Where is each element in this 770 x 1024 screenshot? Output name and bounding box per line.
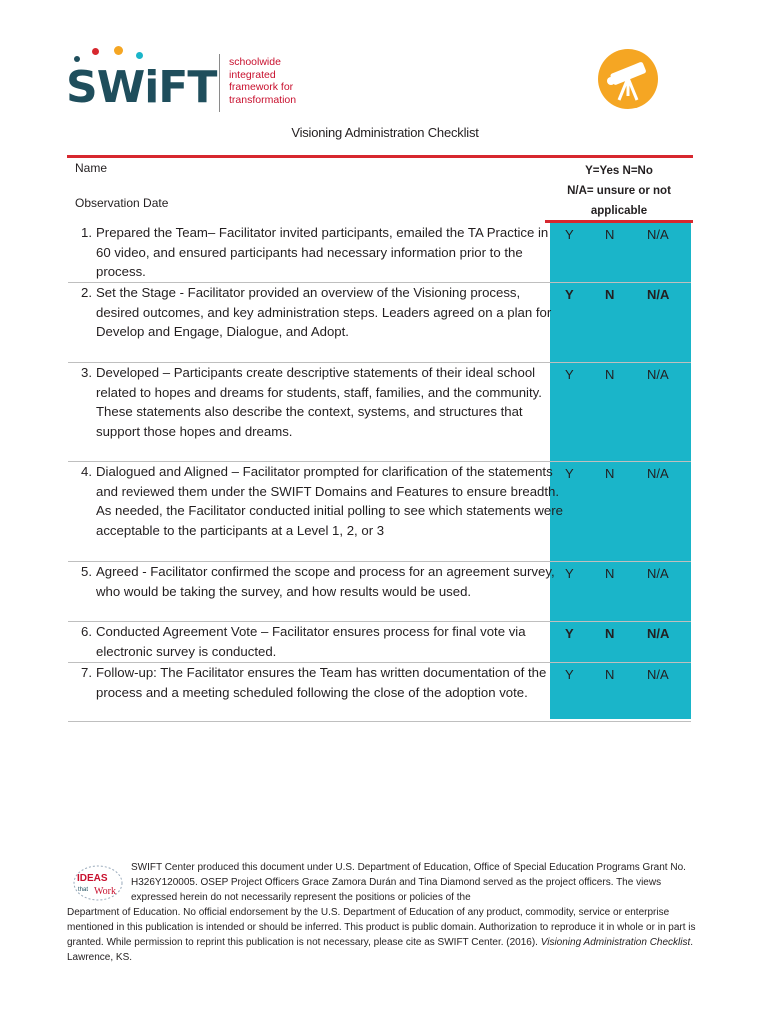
- item-text: Conducted Agreement Vote – Facilitator ensures process for final vote via electronic survey is conducted.: [96, 624, 526, 659]
- option-no[interactable]: N: [605, 367, 615, 382]
- option-na[interactable]: N/A: [647, 367, 669, 382]
- item-number: 2.: [81, 285, 92, 300]
- legend-line: Y=Yes N=No: [585, 165, 653, 177]
- option-yes[interactable]: Y: [565, 667, 574, 682]
- header-rule: [67, 155, 693, 158]
- item-text: Developed – Participants create descriptive statements of their ideal school related to hopes and dreams for students, staff, families, and the community. These statements also describe the context, systems, and structures that support those hopes and dreams.: [96, 365, 542, 440]
- option-no[interactable]: N: [605, 667, 615, 682]
- item-number: 7.: [81, 665, 92, 680]
- option-na[interactable]: N/A: [647, 466, 669, 481]
- item-text: Set the Stage - Facilitator provided an overview of the Visioning process, desired outcomes, and key administration steps. Leaders agreed on a plan for Develop and Engage, Dialogue, and Adopt.: [96, 285, 552, 340]
- checklist-row: [68, 462, 691, 562]
- option-yes[interactable]: Y: [565, 626, 574, 641]
- citation-end: . Lawrence, KS.: [67, 937, 694, 963]
- tagline-line: integrated: [229, 68, 276, 81]
- tagline-line: framework for: [229, 81, 294, 93]
- item-text: Prepared the Team– Facilitator invited participants, emailed the TA Practice in 60 video, and ensured participants had necessary information prior to the process.: [96, 225, 549, 280]
- option-yes[interactable]: Y: [565, 287, 574, 302]
- legend-line: applicable: [590, 205, 648, 217]
- name-label: Name: [75, 161, 108, 175]
- item-text: Dialogued and Aligned – Facilitator prompted for clarification of the statements and reviewed them under the SWIFT Domains and Features to ensure breadth. As needed, the Facilitator conducted initial polling to see which statements were acceptable to the participants at a Level 1, 2, or 3: [96, 464, 563, 539]
- logo-divider: [219, 54, 220, 112]
- checklist-row: [68, 622, 691, 663]
- tagline-line: schoolwide: [229, 56, 281, 68]
- checklist-table: [68, 223, 691, 722]
- logo-dot-orange: [114, 46, 123, 55]
- checklist-row: [68, 283, 691, 363]
- footer-indented: SWIFT Center produced this document under U.S. Department of Education, Office of Special Education Programs Grant No. H326Y120005. OSEP Project Officers Grace Zamora Durán and Tina Diamond served as the project officers. The views expressed herein do not necessarily represent the positions or policies of the: [131, 862, 686, 903]
- item-number: 1.: [81, 225, 92, 240]
- option-no[interactable]: N: [605, 466, 615, 481]
- rating-legend: [548, 161, 690, 221]
- item-number: 6.: [81, 624, 92, 639]
- item-number: 5.: [81, 564, 92, 579]
- option-na[interactable]: N/A: [647, 287, 670, 302]
- checklist-row: [68, 663, 691, 722]
- option-na[interactable]: N/A: [647, 667, 669, 682]
- logo-tagline: [229, 56, 339, 106]
- item-text: Agreed - Facilitator confirmed the scope and process for an agreement survey, who would be taking the survey, and how results would be used.: [96, 564, 555, 599]
- option-no[interactable]: N: [605, 287, 615, 302]
- item-number: 3.: [81, 365, 92, 380]
- that-text: that: [78, 887, 89, 893]
- page-title: Visioning Administration Checklist: [291, 125, 479, 140]
- checklist-row: [68, 363, 691, 462]
- item-number: 4.: [81, 464, 92, 479]
- work-text: Work: [94, 886, 116, 897]
- option-yes[interactable]: Y: [565, 367, 574, 382]
- legend-line: N/A= unsure or not: [567, 185, 671, 197]
- footer-disclaimer: [67, 860, 697, 965]
- option-no[interactable]: N: [605, 626, 615, 641]
- option-no[interactable]: N: [605, 566, 615, 581]
- footer-rest-text: Department of Education. No official endorsement by the U.S. Department of Education of any product, commodity, service or enterprise mentioned in this publication is intended or should be inferred. This product is public domain. Authorization to reproduce it in whole or in part is granted. While permission to reprint this publication is not necessary, please cite as SWIFT Center. (2016).: [67, 907, 696, 948]
- footer-rest: [67, 905, 697, 965]
- checklist-row: [68, 223, 691, 283]
- item-text: Follow-up: The Facilitator ensures the Team has written documentation of the process and a meeting scheduled following the close of the adoption vote.: [96, 665, 547, 700]
- checklist-row: [68, 562, 691, 622]
- tagline-line: transformation: [229, 93, 297, 106]
- option-na[interactable]: N/A: [647, 626, 670, 641]
- option-na[interactable]: N/A: [647, 566, 669, 581]
- ideas-text: IDEAS: [77, 873, 108, 884]
- telescope-icon: [597, 48, 659, 110]
- option-yes[interactable]: Y: [565, 566, 574, 581]
- logo-dot-teal: [136, 52, 143, 59]
- option-yes[interactable]: Y: [565, 227, 574, 242]
- option-no[interactable]: N: [605, 227, 615, 242]
- option-na[interactable]: N/A: [647, 227, 669, 242]
- logo-wordmark: SWiFT: [66, 62, 217, 113]
- observation-date-label: Observation Date: [75, 196, 169, 210]
- option-yes[interactable]: Y: [565, 466, 574, 481]
- logo-dot-red: [92, 48, 99, 55]
- citation-title: Visioning Administration Checklist: [540, 937, 691, 948]
- swift-logo: [66, 46, 306, 112]
